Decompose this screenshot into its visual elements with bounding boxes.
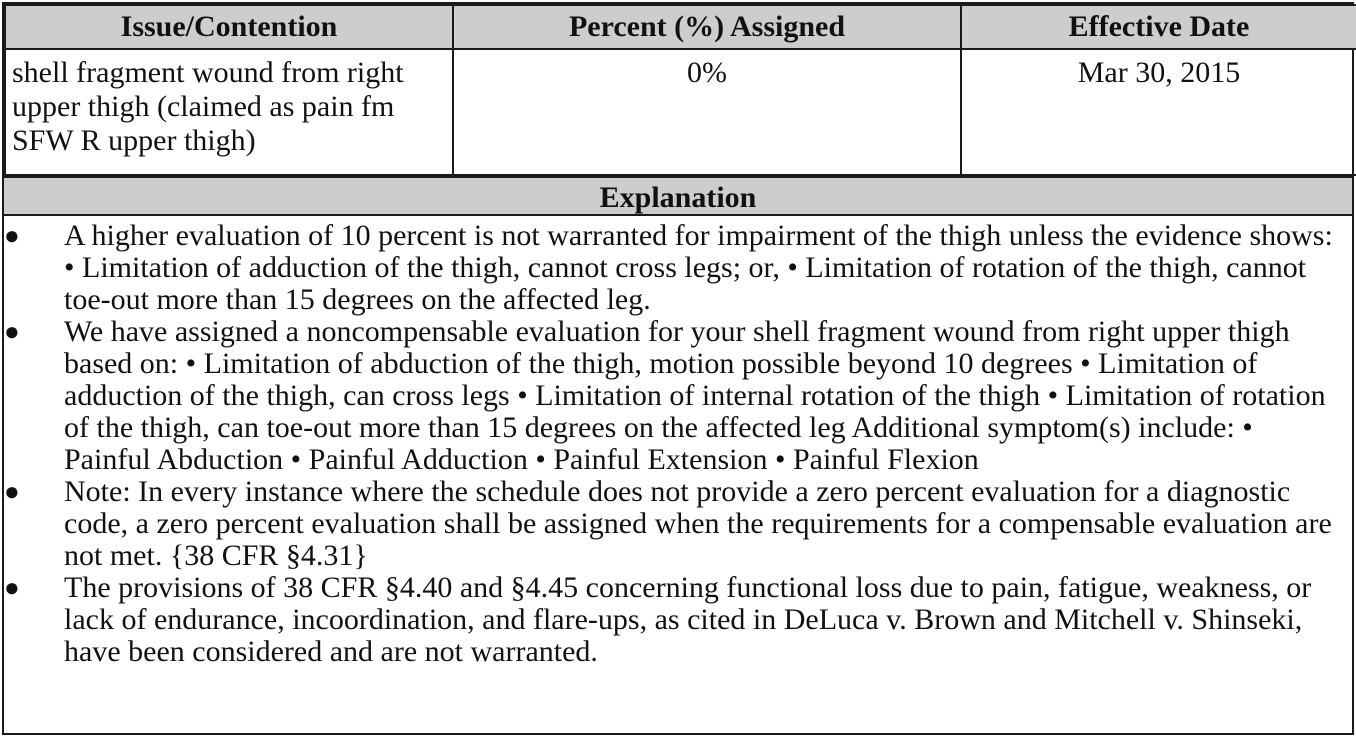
rating-table: [4, 4, 1356, 176]
list-item: [4, 476, 1352, 572]
list-item: [4, 572, 1352, 668]
bullet-dot-icon: ●: [4, 573, 20, 602]
effective-date-cell: Mar 30, 2015: [961, 49, 1356, 175]
list-item: [4, 220, 1352, 316]
bullet-dot-icon: ●: [4, 477, 20, 506]
list-item: [4, 316, 1352, 476]
percent-cell: 0%: [453, 49, 961, 175]
header-effective-date: Effective Date: [961, 5, 1356, 49]
explanation-text: Note: In every instance where the schedule does not provide a zero percent evaluation for a diagnostic code, a zero percent evaluation shall be assigned when the requirements for a compensable evaluation are not met. {38 CFR §4.31}: [64, 475, 1332, 572]
explanation-title: Explanation: [4, 176, 1352, 216]
bullet-dot-icon: ●: [4, 221, 20, 250]
bullet-dot-icon: ●: [4, 317, 20, 346]
explanation-list: [4, 216, 1352, 668]
explanation-text: We have assigned a noncompensable evaluation for your shell fragment wound from right upper thigh based on: • Limitation of abduction of the thigh, motion possible beyond 10 degrees • Limitation of adduction of the thigh, can cross legs • Limitation of internal rotation of the thigh • Limitation of rotation of the thigh, can toe-out more than 15 degrees on the affected leg Additional symptom(s) include: • Painful Abduction • Painful Adduction • Painful Extension • Painful Flexion: [64, 315, 1326, 476]
header-percent: Percent (%) Assigned: [453, 5, 961, 49]
explanation-text: The provisions of 38 CFR §4.40 and §4.45 concerning functional loss due to pain, fatigue, weakness, or lack of endurance, incoordination, and flare-ups, as cited in DeLuca v. Brown and Mitchell v. Shinseki, have been considered and are not warranted.: [64, 571, 1312, 668]
rating-decision-document: [2, 2, 1354, 735]
issue-cell: shell fragment wound from right upper thigh (claimed as pain fm SFW R upper thigh): [5, 49, 453, 175]
header-issue: Issue/Contention: [5, 5, 453, 49]
explanation-text: A higher evaluation of 10 percent is not warranted for impairment of the thigh unless the evidence shows: • Limitation of adduction of the thigh, cannot cross legs; or, • Limitation of rotation of the thigh, cannot toe-out more than 15 degrees on the affected leg.: [64, 219, 1333, 316]
table-header-row: [5, 5, 1356, 49]
table-row: [5, 49, 1356, 175]
